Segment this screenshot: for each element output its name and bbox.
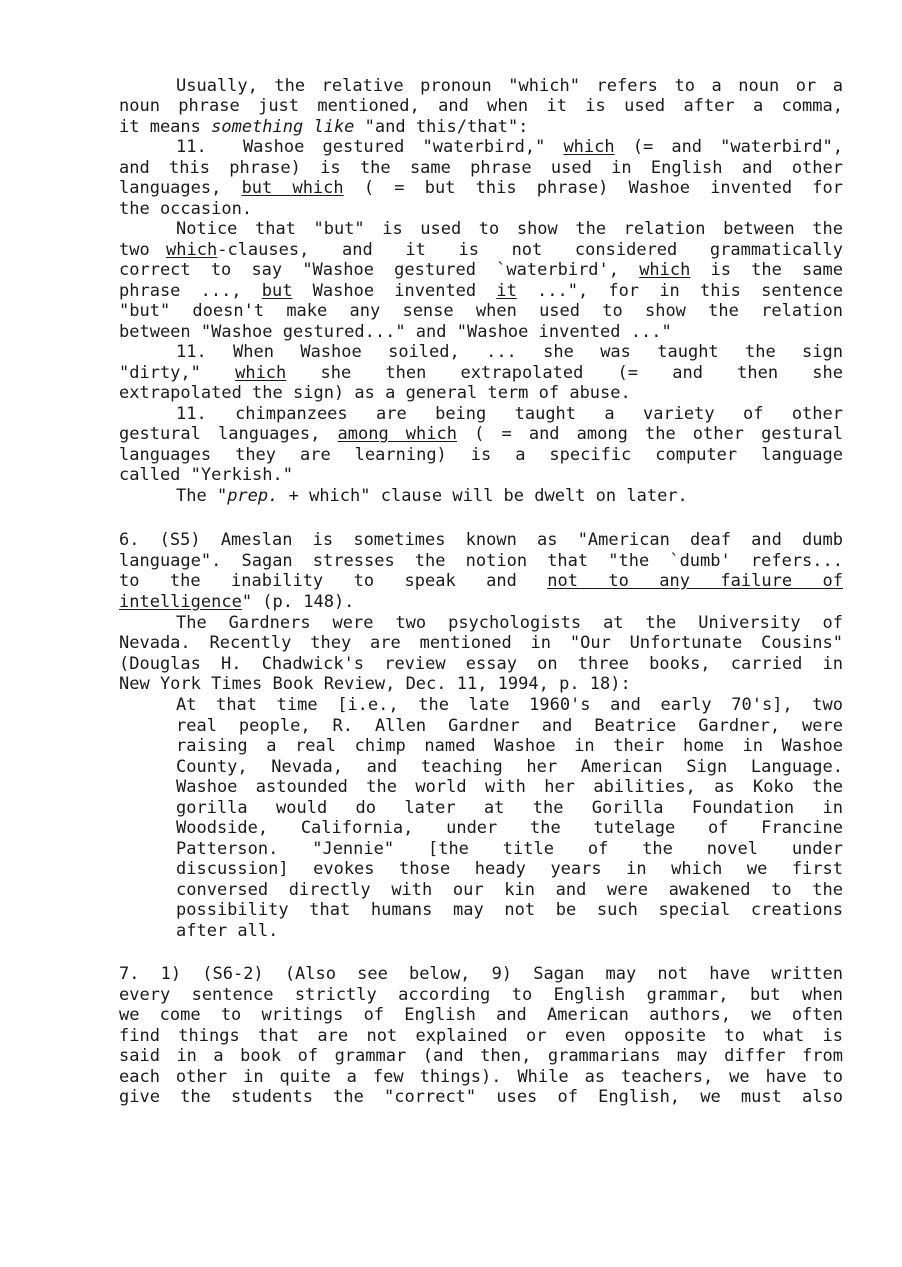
example-line: gestural languages, among which ( = and among the other gestural xyxy=(119,424,843,444)
text-line: The Gardners were two psychologists at the University of xyxy=(176,613,843,633)
quote-line: real people, R. Allen Gardner and Beatrice Gardner, were xyxy=(176,716,843,736)
quote-line: discussion] evokes those heady years in which we first xyxy=(176,859,843,879)
quote-line: County, Nevada, and teaching her American Sign Language. xyxy=(176,757,843,777)
example-line: "dirty," which she then extrapolated (= and then she xyxy=(119,363,843,383)
quote-line: gorilla would do later at the Gorilla Foundation in xyxy=(176,798,843,818)
section-6-line: to the inability to speak and not to any failure of xyxy=(119,571,843,591)
text-line: two which-clauses, and it is not considered grammatically xyxy=(119,240,843,260)
section-7-line: find things that are not explained or even opposite to what is xyxy=(119,1026,843,1046)
example-line: the occasion. xyxy=(119,199,253,219)
section-6-line: 6. (S5) Ameslan is sometimes known as "American deaf and dumb xyxy=(119,530,843,550)
quote-line: possibility that humans may not be such special creations xyxy=(176,900,843,920)
text-line: noun phrase just mentioned, and when it is used after a comma, xyxy=(119,96,843,116)
quote-line: Patterson. "Jennie" [the title of the novel under xyxy=(176,839,843,859)
section-7-line: said in a book of grammar (and then, grammarians may differ from xyxy=(119,1046,843,1066)
example-line: extrapolated the sign) as a general term of abuse. xyxy=(119,383,631,403)
section-7-line: each other in quite a few things). While as teachers, we have to xyxy=(119,1067,843,1087)
text-line: Notice that "but" is used to show the relation between the xyxy=(176,219,843,239)
text-line: New York Times Book Review, Dec. 11, 1994, p. 18): xyxy=(119,674,631,694)
example-line: languages, but which ( = but this phrase) Washoe invented for xyxy=(119,178,843,198)
example-line: called "Yerkish." xyxy=(119,465,293,485)
text-line: "but" doesn't make any sense when used to show the relation xyxy=(119,301,843,321)
text-line: Usually, the relative pronoun "which" refers to a noun or a xyxy=(176,76,843,96)
text-line: correct to say "Washoe gestured `waterbird', which is the same xyxy=(119,260,843,280)
text-line: it means something like "and this/that": xyxy=(119,117,529,137)
example-line: languages they are learning) is a specific computer language xyxy=(119,445,843,465)
quote-line: raising a real chimp named Washoe in their home in Washoe xyxy=(176,736,843,756)
section-7-line: 7. 1) (S6-2) (Also see below, 9) Sagan may not have written xyxy=(119,964,843,984)
quote-line: Washoe astounded the world with her abilities, as Koko the xyxy=(176,777,843,797)
quote-line: conversed directly with our kin and were awakened to the xyxy=(176,880,843,900)
quote-line: At that time [i.e., the late 1960's and early 70's], two xyxy=(176,695,843,715)
text-line: (Douglas H. Chadwick's review essay on three books, carried in xyxy=(119,654,843,674)
section-7-line: every sentence strictly according to English grammar, but when xyxy=(119,985,843,1005)
example-line: 11. Washoe gestured "waterbird," which (= and "waterbird", xyxy=(176,137,843,157)
quote-line: after all. xyxy=(176,921,279,941)
section-6-line: language". Sagan stresses the notion that "the `dumb' refers... xyxy=(119,551,843,571)
example-line: and this phrase) is the same phrase used in English and other xyxy=(119,158,843,178)
text-line: The "prep. + which" clause will be dwelt on later. xyxy=(176,486,688,506)
quote-line: Woodside, California, under the tutelage of Francine xyxy=(176,818,843,838)
section-7-line: we come to writings of English and American authors, we often xyxy=(119,1005,843,1025)
section-7-line: give the students the "correct" uses of English, we must also xyxy=(119,1087,843,1107)
section-6-line: intelligence" (p. 148). xyxy=(119,592,355,612)
text-line: between "Washoe gestured..." and "Washoe invented ..." xyxy=(119,322,672,342)
text-line: Nevada. Recently they are mentioned in "Our Unfortunate Cousins" xyxy=(119,633,843,653)
example-line: 11. chimpanzees are being taught a variety of other xyxy=(176,404,843,424)
example-line: 11. When Washoe soiled, ... she was taught the sign xyxy=(176,342,843,362)
text-line: phrase ..., but Washoe invented it ...", for in this sentence xyxy=(119,281,843,301)
